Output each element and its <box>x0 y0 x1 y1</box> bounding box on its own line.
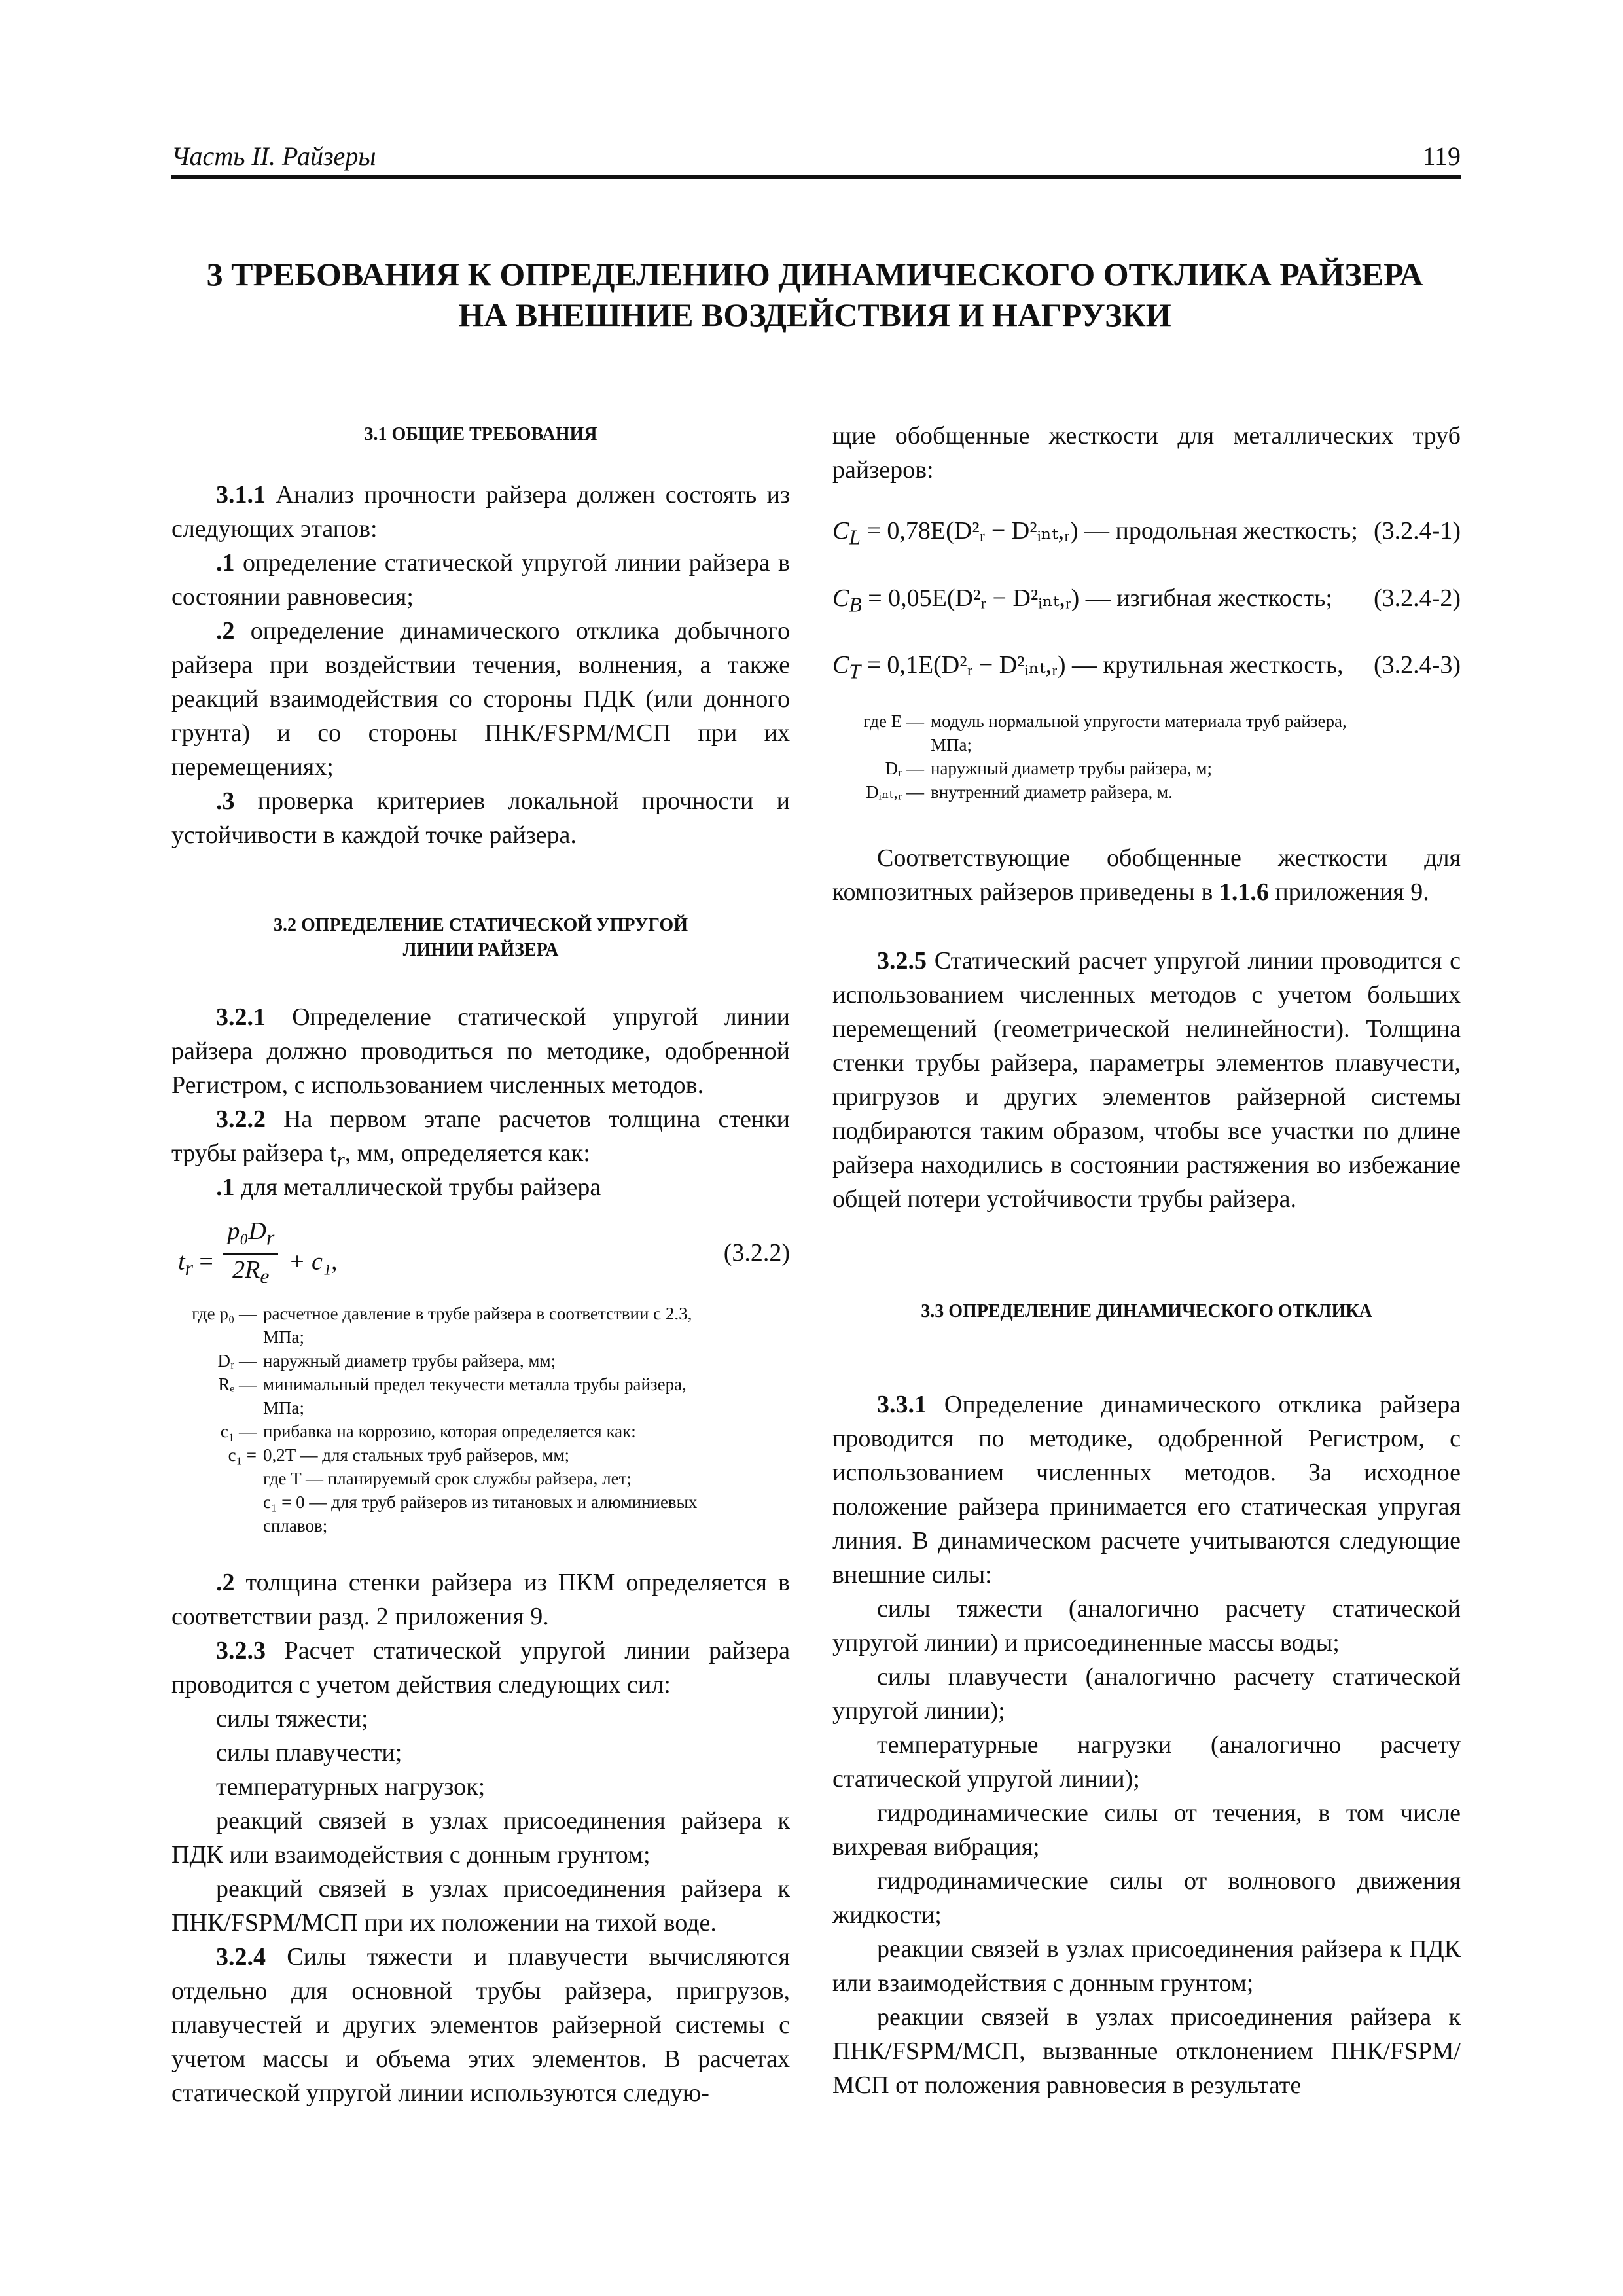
ext-force-7: реакции связей в узлах присоединения райзера к ПНК/FSPM/МСП, вызванные отклонением ПНК/FSPM/МСП от положения равновесия в результате <box>832 2003 1461 2099</box>
legend-symbol: Rₑ — <box>218 1374 257 1394</box>
para-3-2-4 <box>171 1940 790 2110</box>
legend-text: расчетное давление в трубе райзера в соответствии с 2.3, <box>263 1304 692 1323</box>
item-text: проверка критериев локальной прочности и устойчивости в каждой точке райзера. <box>171 787 790 849</box>
para-number: 3.2.1 <box>216 1003 266 1031</box>
para-text-tail: приложения 9. <box>1268 878 1429 906</box>
para-3-2-3 <box>171 1634 790 1702</box>
formula-3-2-4-3 <box>832 648 1461 689</box>
formula-3-2-4-1 <box>832 514 1461 555</box>
legend-row <box>832 757 1212 780</box>
legend-text: наружный диаметр трубы райзера, м; <box>931 759 1212 778</box>
para-text: Расчет статической упругой линии райзера проводится с учетом действия следующих сил: <box>171 1637 790 1698</box>
part-title: Часть II. Райзеры <box>171 141 376 171</box>
para-number: 3.2.2 <box>216 1105 266 1133</box>
legend-text: МПа; <box>931 735 972 755</box>
para-text: Определение статической упругой линии райзера должно проводиться по методике, одобренной Регистром, с использованием численных методов. <box>171 1003 790 1099</box>
legend-symbol: Dᵣ — <box>885 759 924 778</box>
item-text: определение статической упругой линии райзера в состоянии равновесия; <box>171 549 790 611</box>
formula-lhs-sub: L <box>849 526 861 549</box>
formula-lhs-sub: r <box>185 1256 193 1280</box>
heading-3-2-line2: ЛИНИИ РАЙЗЕРА <box>402 940 559 960</box>
item-number: .2 <box>216 617 235 645</box>
item-text: определение динамического отклика добычного райзера при воздействии течения, волнения, а также реакций взаимодействия со стороны ПДК (или донного грунта) и со стороны ПНК/FSPM/МСП при их перемещениях; <box>171 617 790 781</box>
force-item-3: температурных нагрузок; <box>216 1773 486 1801</box>
legend-text: прибавка на коррозию, которая определяется как: <box>263 1422 636 1441</box>
para-text: Анализ прочности райзера должен состоять из следующих этапов: <box>171 481 790 543</box>
ext-force-4: гидродинамические силы от течения, в том числе вихревая вибрация; <box>832 1799 1461 1861</box>
legend-row <box>171 1467 632 1490</box>
list-item-3-2-2-1 <box>171 1170 790 1204</box>
item-number: .3 <box>216 787 235 815</box>
para-continued: щие обобщенные жесткости для металлических труб райзеров: <box>832 422 1461 484</box>
fraction-denominator-sub: e <box>260 1265 270 1288</box>
legend-symbol: Dᵣ — <box>217 1351 257 1371</box>
para-number: 3.1.1 <box>216 481 266 509</box>
para-number: 3.2.3 <box>216 1637 266 1664</box>
para-number: 3.2.5 <box>877 947 927 975</box>
legend-text: внутренний диаметр райзера, м. <box>931 782 1173 802</box>
formula-3-2-2-legend <box>171 1302 790 1538</box>
force-item-2: силы плавучести; <box>216 1739 402 1767</box>
para-3-2-2 <box>171 1102 790 1177</box>
para-text: Определение динамического отклика райзера проводится по методике, одобренной Регистром, с использованием численных методов. За исходное положение райзера принимается его статическая упругая линия. В динамическом расчете учитываются следующие внешние силы: <box>832 1391 1461 1588</box>
legend-text: сплавов; <box>263 1516 328 1535</box>
legend-symbol: c₁ = <box>228 1445 257 1465</box>
formula-lhs: C <box>832 584 849 612</box>
legend-text: МПа; <box>263 1327 304 1347</box>
legend-row <box>832 734 972 756</box>
formula-number: (3.2.2) <box>723 1239 790 1266</box>
formula-lhs: C <box>832 651 849 679</box>
para-number: 3.2.4 <box>216 1943 266 1971</box>
item-number: .1 <box>216 1174 235 1201</box>
item-text: толщина стенки райзера из ПКМ определяется в соответствии разд. 2 приложения 9. <box>171 1569 790 1630</box>
legend-row <box>171 1444 569 1466</box>
legend-row <box>832 710 1347 732</box>
item-number: .1 <box>216 549 235 577</box>
formula-3-2-2 <box>171 1216 790 1288</box>
subscript: r <box>336 1148 345 1172</box>
heading-3-3: 3.3 ОПРЕДЕЛЕНИЕ ДИНАМИЧЕСКОГО ОТКЛИКА <box>921 1301 1372 1321</box>
force-item-4: реакций связей в узлах присоединения райзера к ПДК или взаимодействия с донным грунтом; <box>171 1807 790 1869</box>
legend-symbol: где E — <box>863 711 924 731</box>
legend-text: МПа; <box>263 1398 304 1418</box>
force-item-5: реакций связей в узлах присоединения райзера к ПНК/FSPM/МСП при их положении на тихой воде. <box>171 1875 790 1937</box>
para-text-tail: , мм, определяется как: <box>344 1139 590 1167</box>
legend-row <box>832 781 1173 803</box>
header-rule <box>171 175 1461 179</box>
ext-force-2: силы плавучести (аналогично расчету статической упругой линии); <box>832 1663 1461 1725</box>
chapter-title <box>157 254 1472 335</box>
chapter-title-line2: НА ВНЕШНИЕ ВОЗДЕЙСТВИЯ И НАГРУЗКИ <box>458 296 1171 333</box>
legend-row <box>171 1350 556 1372</box>
formula-lhs-sub: B <box>849 593 862 617</box>
para-3-2-1 <box>171 1000 790 1102</box>
para-3-1-1 <box>171 478 790 546</box>
legend-row <box>171 1326 304 1348</box>
fraction-denominator: 2R <box>232 1255 260 1283</box>
formula-lhs: C <box>832 517 849 545</box>
list-item-2 <box>171 614 790 784</box>
formula-body: = 0,1E(D²ᵣ − D²ᵢₙₜ,ᵣ) — крутильная жесткость, <box>860 651 1344 679</box>
para-number: 3.3.1 <box>877 1391 927 1418</box>
legend-text: минимальный предел текучести металла трубы райзера, <box>263 1374 687 1394</box>
ext-force-5: гидродинамические силы от волнового движения жидкости; <box>832 1867 1461 1929</box>
legend-row <box>171 1302 692 1325</box>
ext-force-3: температурные нагрузки (аналогично расчету статической упругой линии); <box>832 1731 1461 1793</box>
ext-force-1: силы тяжести (аналогично расчету статической упругой линии) и присоединенные массы воды; <box>832 1595 1461 1657</box>
formula-body: = 0,78E(D²ᵣ − D²ᵢₙₜ,ᵣ) — продольная жесткость; <box>860 517 1358 545</box>
legend-text: наружный диаметр трубы райзера, мм; <box>263 1351 556 1371</box>
legend-row <box>171 1420 636 1443</box>
para-3-2-5 <box>832 944 1461 1216</box>
ext-force-6: реакции связей в узлах присоединения райзера к ПДК или взаимодействия с донным грунтом; <box>832 1935 1461 1997</box>
formula-tail: + c₁, <box>282 1247 338 1276</box>
para-text: Соответствующие обобщенные жесткости для композитных райзеров приведены в <box>832 844 1461 906</box>
formula-3-2-4-2 <box>832 581 1461 622</box>
legend-text: модуль нормальной упругости материала труб райзера, <box>931 711 1347 731</box>
para-composite <box>832 841 1461 909</box>
para-3-3-1 <box>832 1388 1461 1592</box>
page-number: 119 <box>1422 141 1461 171</box>
legend-symbol: c₁ — <box>220 1422 257 1441</box>
heading-3-2-line1: 3.2 ОПРЕДЕЛЕНИЕ СТАТИЧЕСКОЙ УПРУГОЙ <box>274 915 688 935</box>
legend-text: c₁ = 0 — для труб райзеров из титановых и алюминиевых <box>263 1492 698 1512</box>
chapter-title-line1: 3 ТРЕБОВАНИЯ К ОПРЕДЕЛЕНИЮ ДИНАМИЧЕСКОГО ОТКЛИКА РАЙЗЕРА <box>206 256 1423 293</box>
legend-symbol: Dᵢₙₜ,ᵣ — <box>866 782 924 802</box>
legend-row <box>171 1397 304 1419</box>
legend-text: 0,2T — для стальных труб райзеров, мм; <box>263 1445 570 1465</box>
fraction-numerator-sub: r <box>266 1226 275 1249</box>
list-item-1 <box>171 546 790 614</box>
formula-3-2-4-legend <box>832 710 1461 808</box>
list-item-3 <box>171 784 790 852</box>
running-header <box>171 141 1461 180</box>
para-text: Статический расчет упругой линии проводится с использованием численных методов с учетом больших перемещений (геометрической нелинейности). Толщина стенки трубы райзера, параметры элементов плавучести, пригрузов и других элементов райзерной системы подбираются таким образом, чтобы все участки по длине райзера находились в состоянии растяжения во избежание общей потери устойчивости трубы райзера. <box>832 947 1461 1213</box>
legend-text: где T — планируемый срок службы райзера, лет; <box>263 1469 632 1488</box>
legend-symbol: где p₀ — <box>192 1304 257 1323</box>
legend-row <box>171 1491 697 1513</box>
heading-3-1: 3.1 ОБЩИЕ ТРЕБОВАНИЯ <box>364 424 597 444</box>
formula-fraction <box>223 1216 278 1291</box>
legend-row <box>171 1515 327 1537</box>
para-text: Силы тяжести и плавучести вычисляются отдельно для основной трубы райзера, пригрузов, плавучестей и других элементов райзерной системы с учетом массы и объема этих элементов. В расчетах статической упругой линии используются следую- <box>171 1943 790 2107</box>
item-number: .2 <box>216 1569 235 1596</box>
formula-number: (3.2.4-2) <box>1374 584 1461 612</box>
fraction-numerator: p₀D <box>227 1217 266 1245</box>
heading-3-2 <box>171 913 790 963</box>
legend-row <box>171 1373 687 1395</box>
para-ref: 1.1.6 <box>1219 878 1269 906</box>
item-text: для металлической трубы райзера <box>234 1174 601 1201</box>
force-item-1: силы тяжести; <box>216 1705 368 1732</box>
formula-lhs-sub: T <box>849 660 861 683</box>
formula-lhs: t <box>178 1247 185 1276</box>
formula-number: (3.2.4-1) <box>1374 517 1461 545</box>
formula-eq: = <box>192 1247 220 1276</box>
formula-body: = 0,05E(D²ᵣ − D²ᵢₙₜ,ᵣ) — изгибная жесткость; <box>861 584 1332 612</box>
list-item-3-2-2-2 <box>171 1566 790 1634</box>
formula-number: (3.2.4-3) <box>1374 651 1461 679</box>
para-text: На первом этапе расчетов толщина стенки трубы райзера t <box>171 1105 790 1167</box>
